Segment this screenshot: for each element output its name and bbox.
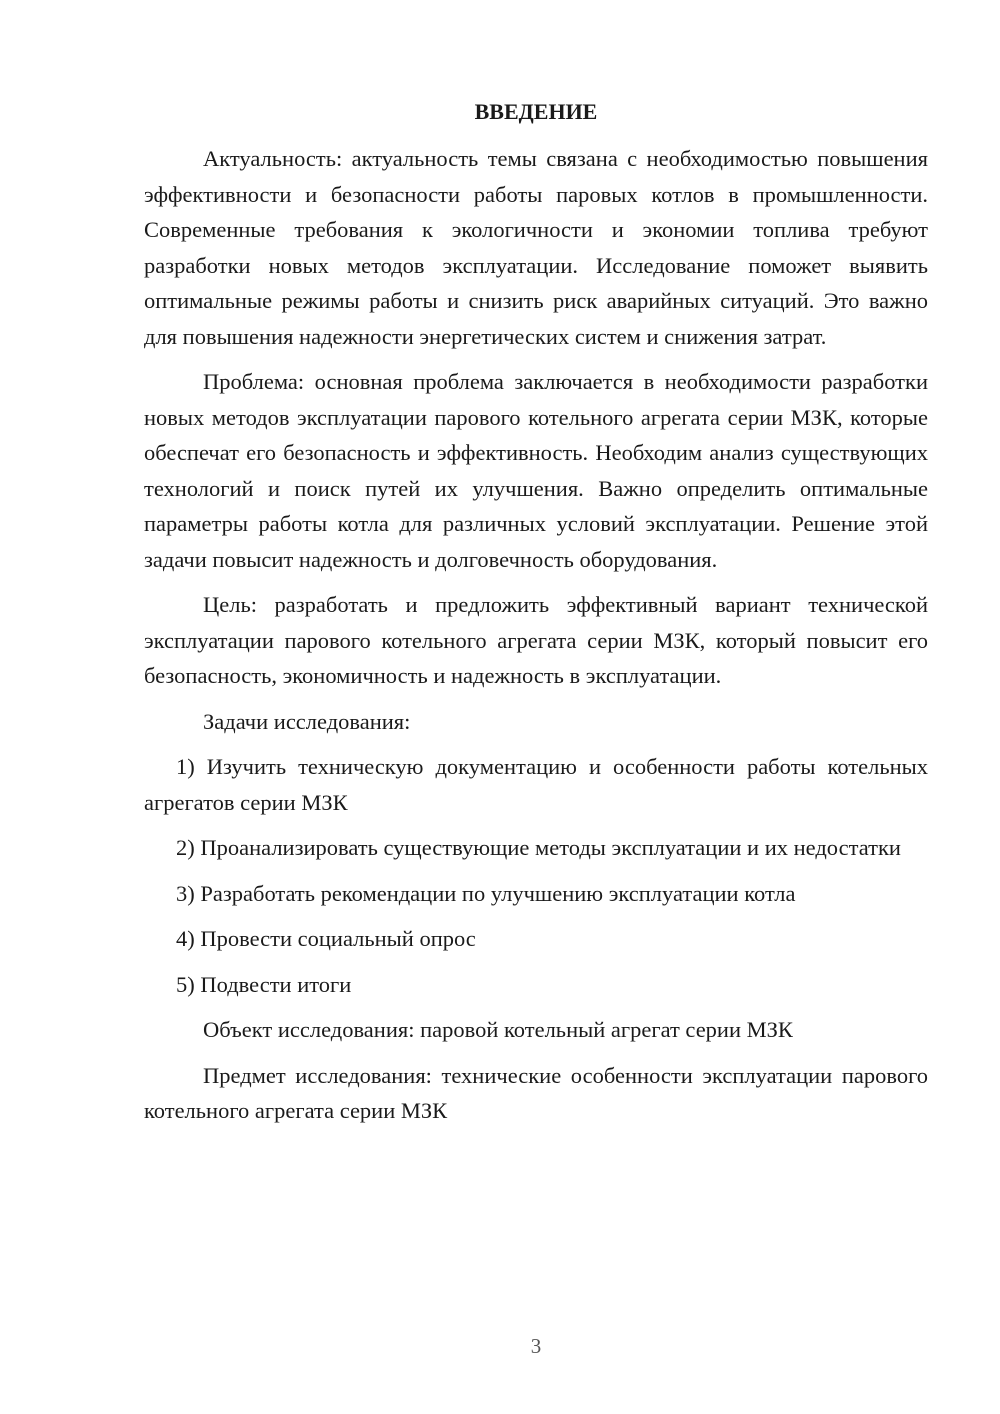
- page-number: 3: [530, 1334, 542, 1358]
- task-item: 1) Изучить техническую документацию и особенности работы котельных агрегатов серии МЗК: [144, 754, 928, 815]
- problem-paragraph: Проблема: основная проблема заключается в необходимости разработки новых методов эксплуатации парового котельного агрегата серии МЗК, которые обеспечат его безопасность и эффективность. Необходим анализ существующих технологий и поиск путей их улучшения. Важно определить оптимальные параметры работы котла для различных условий эксплуатации. Решение этой задачи повысит надежность и долговечность оборудования.: [144, 369, 928, 572]
- object-paragraph: Объект исследования: паровой котельный агрегат серии МЗК: [203, 1017, 793, 1042]
- task-item: 5) Подвести итоги: [176, 971, 352, 997]
- relevance-paragraph: Актуальность: актуальность темы связана с необходимостью повышения эффективности и безопасности работы паровых котлов в промышленности. Современные требования к экологичности и экономии топлива требуют разработки новых методов эксплуатации. Исследование поможет выявить оптимальные режимы работы и снизить риск аварийных ситуаций. Это важно для повышения надежности энергетических систем и снижения затрат.: [144, 146, 928, 349]
- tasks-heading: Задачи исследования:: [203, 708, 411, 734]
- goal-paragraph: Цель: разработать и предложить эффективный вариант технической эксплуатации парового котельного агрегата серии МЗК, который повысит его безопасность, экономичность и надежность в эксплуатации.: [144, 592, 928, 688]
- page-content: [144, 94, 928, 1139]
- task-item: 4) Провести социальный опрос: [176, 926, 476, 951]
- task-item: 2) Проанализировать существующие методы эксплуатации и их недостатки: [176, 835, 901, 860]
- task-item: 3) Разработать рекомендации по улучшению эксплуатации котла: [176, 880, 796, 906]
- subject-paragraph: Предмет исследования: технические особенности эксплуатации парового котельного агрегата серии МЗК: [144, 1062, 928, 1123]
- page-title: ВВЕДЕНИЕ: [474, 99, 598, 124]
